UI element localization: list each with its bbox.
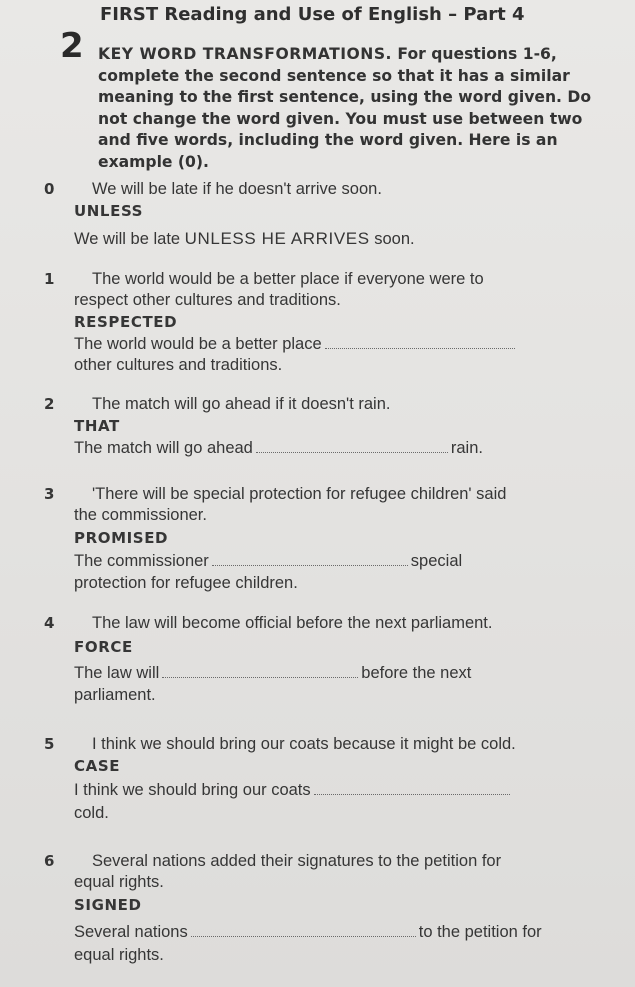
answer-blank[interactable] [162,663,358,678]
question-sentence-line2: respect other cultures and traditions. [74,291,341,309]
question-keyword: PROMISED [74,529,169,547]
question-sentence-line1: The law will become official before the next parliament. [92,614,493,632]
answer-after-line2: cold. [74,804,109,822]
question-sentence-line2: equal rights. [74,873,164,891]
question-number: 6 [44,852,55,870]
answer-after-line2: equal rights. [74,946,164,964]
answer-line1 [74,333,518,356]
example-keyword: UNLESS [74,202,144,220]
question-number: 5 [44,735,55,753]
answer-after-line2: parliament. [74,686,156,704]
answer-after: special [410,552,463,570]
page-title: FIRST Reading and Use of English – Part 4 [100,4,525,25]
question-sentence-line1: The match will go ahead if it doesn't rain. [92,395,391,413]
answer-after-line2: other cultures and traditions. [74,356,283,374]
answer-blank[interactable] [212,551,408,566]
task-number: 2 [60,26,84,66]
question-number: 1 [44,270,55,288]
answer-blank[interactable] [314,780,510,795]
answer-line1 [74,921,542,944]
answer-blank[interactable] [325,334,515,349]
answer-after: before the next [361,664,472,682]
question-keyword: FORCE [74,638,133,656]
task-instructions [98,44,598,174]
example-answer-after: soon. [374,230,415,248]
question-sentence-line1: Several nations added their signatures to the petition for [92,852,502,870]
answer-blank[interactable] [256,438,448,453]
question-keyword: CASE [74,757,121,775]
question-keyword: THAT [74,417,120,435]
example-answer-caps: UNLESS HE ARRIVES [184,229,370,248]
answer-after: to the petition for [418,923,542,941]
question-sentence-line1: The world would be a better place if everyone were to [92,270,484,288]
task-name: KEY WORD TRANSFORMATIONS. [98,45,392,63]
question-keyword: SIGNED [74,896,142,914]
answer-before: I think we should bring our coats [74,781,311,799]
question-sentence-line1: I think we should bring our coats because it might be cold. [92,735,516,753]
answer-before: The world would be a better place [74,335,322,353]
answer-line1 [74,437,483,460]
example-number: 0 [44,180,55,198]
question-sentence-line1: 'There will be special protection for refugee children' said [92,485,507,503]
example-sentence: We will be late if he doesn't arrive soon. [92,180,382,198]
answer-after-line2: protection for refugee children. [74,574,298,592]
answer-before: Several nations [74,923,188,941]
question-number: 3 [44,485,55,503]
example-answer [74,228,415,251]
answer-before: The commissioner [74,552,209,570]
question-sentence-line2: the commissioner. [74,506,207,524]
answer-line1 [74,779,513,802]
question-number: 4 [44,614,55,632]
answer-after: rain. [450,439,483,457]
answer-blank[interactable] [191,922,416,937]
answer-line1 [74,550,462,573]
example-answer-before: We will be late [74,230,181,248]
answer-before: The match will go ahead [74,439,253,457]
question-number: 2 [44,395,55,413]
instructions-text: For questions 1-6, complete the second sentence so that it has a similar meaning to the first sentence, using the word given. Do not change the word given. You must use between two and five words, including the word given. Here is an example (0). [98,45,592,171]
answer-line1 [74,662,471,685]
answer-before: The law will [74,664,160,682]
question-keyword: RESPECTED [74,313,178,331]
